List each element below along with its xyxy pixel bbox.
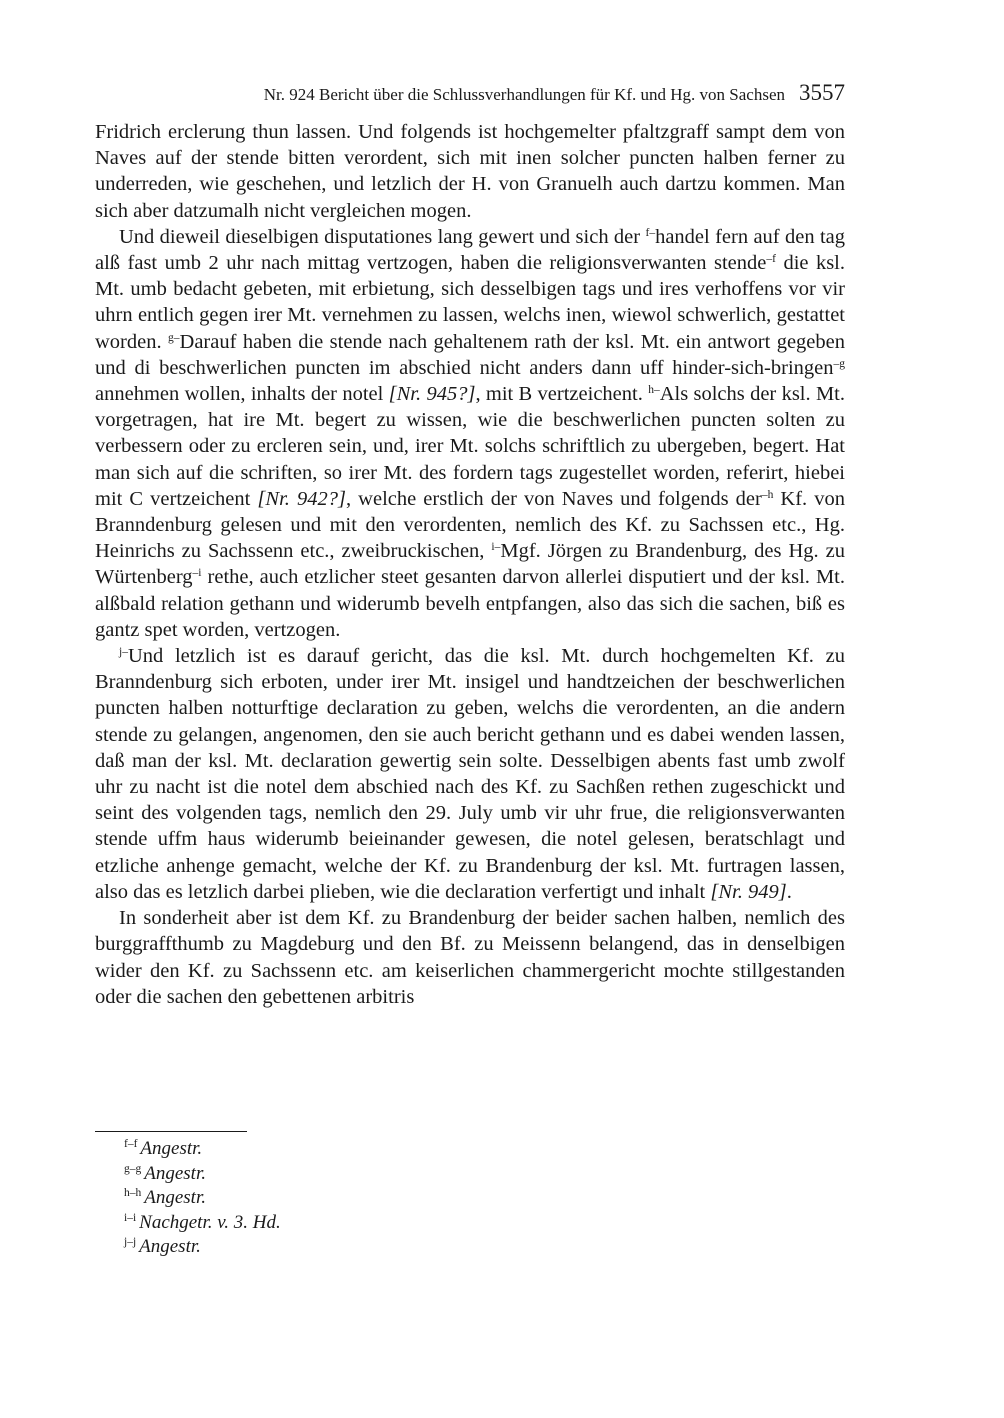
text-run: Und dieweil dieselbigen disputationes lang gewert und sich der: [119, 225, 646, 248]
footnote: [124, 1186, 524, 1211]
text-run: annehmen wollen, inhalts der notel: [95, 383, 389, 406]
footnote-marker: –h: [761, 488, 774, 501]
text-run: , mit B vertzeichent.: [475, 383, 649, 406]
footnote-text: Angestr.: [139, 1236, 201, 1257]
page-number: 3557: [799, 80, 845, 105]
text-run: handel fern auf den tag alß fast umb 2 uhr nach mittag vertzogen, haben die religionsverwanten stende: [95, 225, 845, 275]
text-run: Als solchs der ksl. Mt. vorgetragen, hat ire Mt. begert zu wissen, wie die beschwerlichen puncten solten zu verbessern oder zu ercleren sein, und, irer Mt. solchs schriftlich zu ubergeben, begert. Hat man sich auf die schriften, so irer Mt. des fordern tags zugestellet worden, referirt, hiebei mit C vertzeichent: [95, 383, 846, 510]
footnote: [124, 1162, 524, 1187]
footnote-marker: j–: [119, 646, 128, 659]
editorial-reference: [Nr. 945?]: [388, 383, 476, 406]
footnote: [124, 1235, 524, 1260]
footnote-marker: –f: [766, 253, 776, 266]
footnote: [124, 1137, 524, 1162]
footnote-divider: [95, 1131, 247, 1132]
footnote-marker: f–: [645, 226, 656, 239]
footnote-label: i–i: [124, 1211, 137, 1224]
footnote-marker: h–: [648, 384, 660, 397]
footnote-text: Angestr.: [140, 1138, 203, 1159]
footnotes: [124, 1137, 524, 1260]
text-run: In sonderheit aber ist dem Kf. zu Brandenburg der beider sachen halben, nemlich des burggraffthumb zu Magdeburg und den Bf. zu Meissenn belangend, das in denselbigen wider den Kf. zu Sachssenn etc. am keiserlichen chammergericht mochte stillgestanden oder die sachen den gebettenen arbitris: [95, 907, 845, 1008]
text-run: die ksl. Mt. umb bedacht gebeten, mit erbietung, sich desselbigen tags und ires verhoffens vor vir uhrn entlich gegen irer Mt. vernehmen zu lassen, welchs inen, wiewol schwerlich, gestattet worden.: [95, 252, 846, 353]
footnote-label: g–g: [124, 1162, 142, 1175]
main-text: [95, 119, 845, 1010]
running-header: [95, 80, 845, 110]
running-title: Nr. 924 Bericht über die Schlussverhandlungen für Kf. und Hg. von Sachsen: [263, 85, 785, 104]
footnote-label: h–h: [124, 1187, 142, 1199]
footnote-marker: –i: [192, 567, 202, 580]
text-run: Darauf haben die stende nach gehaltenem rath der ksl. Mt. ein antwort gegeben und di beschwerlichen puncten im abschied nicht anders dann uff hinder-sich-bringen: [95, 330, 845, 379]
text-run: rethe, auch etzlicher steet gesanten darvon allerlei disputiert und der ksl. Mt. alßbald relation gethann und widerumb bevelh entpfangen, also das sich die sachen, biß es gantz spet worden, vertzogen.: [95, 566, 845, 641]
text-run: , welche erstlich der von Naves und folgends der: [345, 487, 762, 510]
footnote-marker: i–: [491, 541, 501, 554]
footnote-marker: g–: [168, 331, 180, 344]
footnote-label: j–j: [124, 1236, 137, 1248]
paragraph-3: [95, 643, 845, 905]
text-run: Fridrich erclerung thun lassen. Und folgends ist hochgemelter pfaltzgraff sampt dem von Naves auf der stende bitten verordent, sich mit inen solcher puncten halben ferner zu underreden, wie geschehen, und letzlich der H. von Granuelh auch dartzu kommen. Man sich aber datzumalh nicht vergleichen mogen.: [95, 121, 845, 222]
footnote-text: Angestr.: [144, 1187, 206, 1208]
text-run: Und letzlich ist es darauf gericht, das die ksl. Mt. durch hochgemelten Kf. zu Branndenburg sich erboten, under irer Mt. insigel und handtzeichen der beschwerlichen puncten halben notturftige declaration zu geben, welchs die verordenten, an die andern stende zu gelangen, angenomen, den sie auch bericht gethann und es dabei wenden lassen, daß man der ksl. Mt. declaration gewertig sein solte. Desselbigen abents fast umb zwolf uhr zu nacht ist die notel dem abschied nach des Kf. zu Sachßen rethen zugeschickt und seint des volgenden tags, nemlich den 29. July umb vir uhr frue, die religionsverwanten stende uffm haus widerumb beieinander gewesen, die notel gelesen, beratschlagt und etzliche anhenge gemacht, welche der Kf. zu Brandenburg der ksl. Mt. furtragen lassen, also das es letzlich darbei plieben, wie die declaration verfertigt und inhalt: [95, 645, 845, 903]
text-run: .: [786, 880, 792, 903]
editorial-reference: [Nr. 942?]: [257, 487, 346, 510]
paragraph-2: [95, 224, 845, 643]
footnote-marker: –g: [833, 357, 845, 370]
footnote-label: f–f: [124, 1138, 138, 1150]
text-run: Mgf. Jörgen zu Brandenburg, des Hg. zu Würtenberg: [95, 540, 845, 589]
footnote-text: Angestr.: [144, 1162, 206, 1184]
footnote: [124, 1211, 524, 1236]
text-run: Kf. von Branndenburg gelesen und mit den verordenten, nemlich des Kf. zu Sachssen etc., Hg. Heinrichs zu Sachssenn etc., zweibruckischen,: [95, 487, 845, 563]
editorial-reference: [Nr. 949]: [710, 880, 787, 903]
footnote-text: Nachgetr. v. 3. Hd.: [139, 1211, 281, 1233]
paragraph-4: [95, 905, 845, 1010]
paragraph-1: [95, 119, 845, 224]
